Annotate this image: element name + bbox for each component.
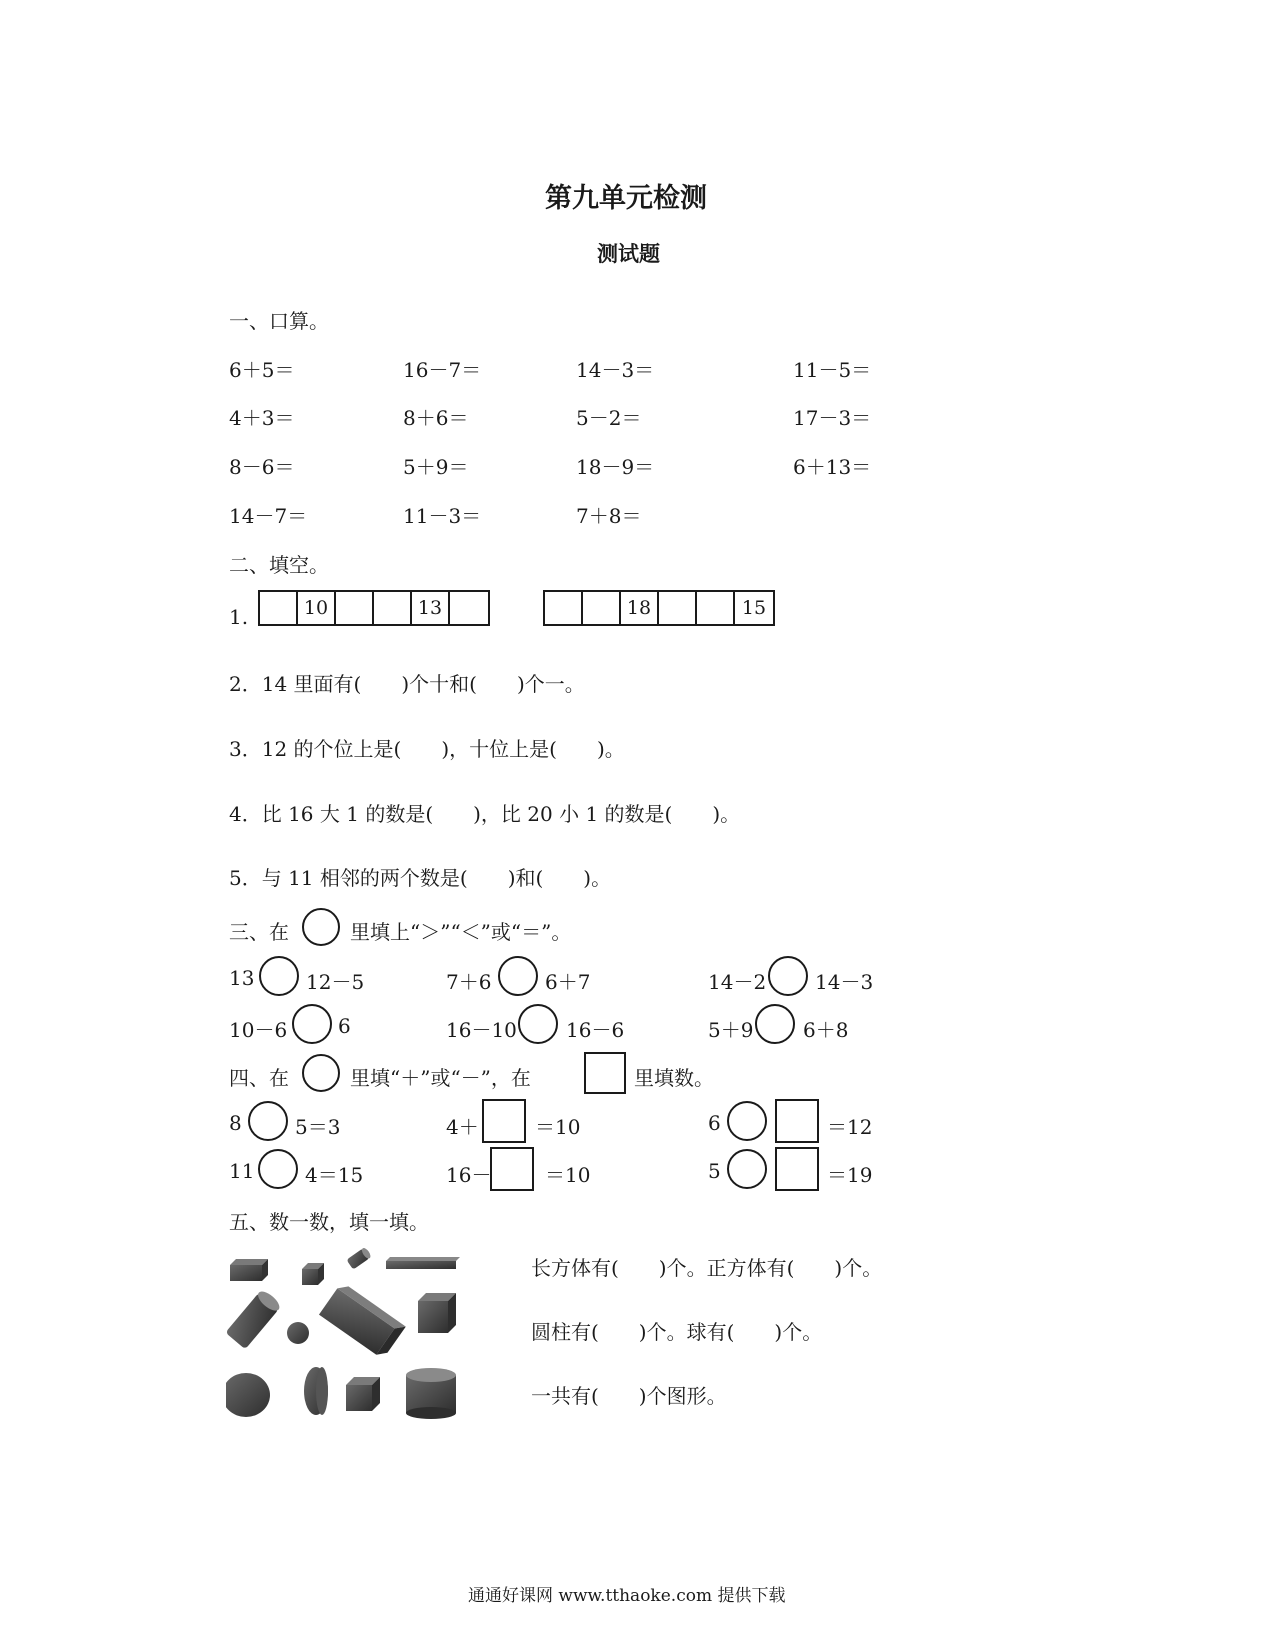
equation-left: 8 <box>229 1111 242 1135</box>
section-3-heading-post: 里填上“＞”“＜”或“＝”。 <box>350 920 572 944</box>
count-line-2: 圆柱有( )个。球有( )个。 <box>531 1320 823 1344</box>
section-2-heading: 二、填空。 <box>229 553 329 577</box>
question-2: 2．14 里面有( )个十和( )个一。 <box>229 672 585 696</box>
compare-right: 6＋7 <box>545 970 591 994</box>
equation-right: ＝12 <box>827 1115 873 1139</box>
question-4: 4．比 16 大 1 的数是( )，比 20 小 1 的数是( )。 <box>229 802 741 826</box>
count-line-3: 一共有( )个图形。 <box>531 1384 727 1408</box>
problem: 8－6＝ <box>229 455 295 479</box>
operator-circle[interactable] <box>727 1149 767 1189</box>
question-5: 5．与 11 相邻的两个数是( )和( )。 <box>229 866 612 890</box>
number-box[interactable] <box>775 1147 819 1191</box>
operator-circle[interactable] <box>248 1101 288 1141</box>
section-5-heading: 五、数一数，填一填。 <box>229 1210 429 1234</box>
section-3-heading-pre: 三、在 <box>229 920 289 944</box>
compare-left: 5＋9 <box>708 1018 754 1042</box>
cylinder-icon <box>304 1367 328 1415</box>
problem: 6＋13＝ <box>793 455 872 479</box>
equation-left: 11 <box>229 1159 255 1183</box>
cube-icon <box>302 1263 324 1285</box>
compare-left: 10－6 <box>229 1018 288 1042</box>
section-1-heading: 一、口算。 <box>229 309 329 333</box>
page-title: 第九单元检测 <box>545 183 707 214</box>
cylinder-icon <box>226 1288 283 1349</box>
sequence-cell: 18 <box>621 592 659 624</box>
problem: 11－5＝ <box>793 358 872 382</box>
compare-right: 12－5 <box>306 970 365 994</box>
problem: 17－3＝ <box>793 406 872 430</box>
compare-right: 6 <box>338 1014 351 1038</box>
problem: 5＋9＝ <box>403 455 469 479</box>
problem: 7＋8＝ <box>576 504 642 528</box>
equation-right: 4＝15 <box>305 1163 364 1187</box>
sequence-cell: 13 <box>412 592 450 624</box>
solid-shapes-illustration <box>226 1245 486 1425</box>
page-subtitle: 测试题 <box>597 242 660 266</box>
sequence-cell[interactable] <box>545 592 583 624</box>
number-box[interactable] <box>482 1099 526 1143</box>
compare-circle[interactable] <box>768 956 808 996</box>
cylinder-icon <box>406 1368 456 1419</box>
sequence-cell[interactable] <box>697 592 735 624</box>
number-sequence-2 <box>543 590 775 626</box>
compare-circle[interactable] <box>259 956 299 996</box>
compare-right: 6＋8 <box>803 1018 849 1042</box>
comparison-circle-icon <box>302 908 340 946</box>
question-3: 3．12 的个位上是( )，十位上是( )。 <box>229 737 625 761</box>
equation-right: ＝19 <box>827 1163 873 1187</box>
sequence-cell[interactable] <box>659 592 697 624</box>
problem: 16－7＝ <box>403 358 482 382</box>
section-4-heading-post: 里填数。 <box>634 1066 714 1090</box>
sphere-icon <box>287 1322 309 1344</box>
sequence-cell: 10 <box>298 592 336 624</box>
equation-left: 4＋ <box>446 1115 479 1139</box>
number-box[interactable] <box>490 1147 534 1191</box>
problem: 18－9＝ <box>576 455 655 479</box>
count-line-1: 长方体有( )个。正方体有( )个。 <box>531 1256 883 1280</box>
problem: 6＋5＝ <box>229 358 295 382</box>
compare-circle[interactable] <box>292 1004 332 1044</box>
sequence-cell[interactable] <box>583 592 621 624</box>
equation-left: 5 <box>708 1159 721 1183</box>
compare-left: 14－2 <box>708 970 767 994</box>
sequence-cell: 15 <box>741 597 767 619</box>
equation-right: ＝10 <box>545 1163 591 1187</box>
footer-text: 通通好课网 www.tthaoke.com 提供下载 <box>468 1586 786 1606</box>
cuboid-icon <box>230 1259 268 1281</box>
operator-circle-icon <box>302 1054 340 1092</box>
compare-left: 16－10 <box>446 1018 517 1042</box>
long-cuboid-icon <box>386 1257 460 1269</box>
cuboid-icon <box>319 1282 406 1360</box>
sphere-icon <box>226 1373 270 1417</box>
compare-circle[interactable] <box>498 956 538 996</box>
sequence-cell[interactable] <box>336 592 374 624</box>
problem: 4＋3＝ <box>229 406 295 430</box>
problem: 11－3＝ <box>403 504 482 528</box>
number-sequence-1 <box>258 590 490 626</box>
equation-right: ＝10 <box>535 1115 581 1139</box>
problem: 8＋6＝ <box>403 406 469 430</box>
operator-circle[interactable] <box>727 1101 767 1141</box>
compare-right: 14－3 <box>815 970 874 994</box>
equation-right: 5＝3 <box>295 1115 341 1139</box>
compare-left: 13 <box>229 966 255 990</box>
cube-icon <box>346 1377 380 1411</box>
operator-circle[interactable] <box>258 1149 298 1189</box>
cube-icon <box>418 1293 456 1333</box>
question-1-label: 1. <box>229 605 249 629</box>
sequence-cell[interactable] <box>260 592 298 624</box>
compare-circle[interactable] <box>755 1004 795 1044</box>
section-4-heading-pre: 四、在 <box>229 1066 289 1090</box>
equation-left: 16－ <box>446 1163 492 1187</box>
problem: 14－3＝ <box>576 358 655 382</box>
sequence-cell[interactable] <box>450 592 488 624</box>
compare-left: 7＋6 <box>446 970 492 994</box>
compare-right: 16－6 <box>566 1018 625 1042</box>
compare-circle[interactable] <box>518 1004 558 1044</box>
sequence-cell[interactable] <box>374 592 412 624</box>
number-box[interactable] <box>775 1099 819 1143</box>
cylinder-icon <box>346 1247 372 1270</box>
section-4-heading-mid: 里填“＋”或“－”，在 <box>350 1066 531 1090</box>
equation-left: 6 <box>708 1111 721 1135</box>
number-box-icon <box>584 1052 626 1094</box>
problem: 5－2＝ <box>576 406 642 430</box>
problem: 14－7＝ <box>229 504 308 528</box>
